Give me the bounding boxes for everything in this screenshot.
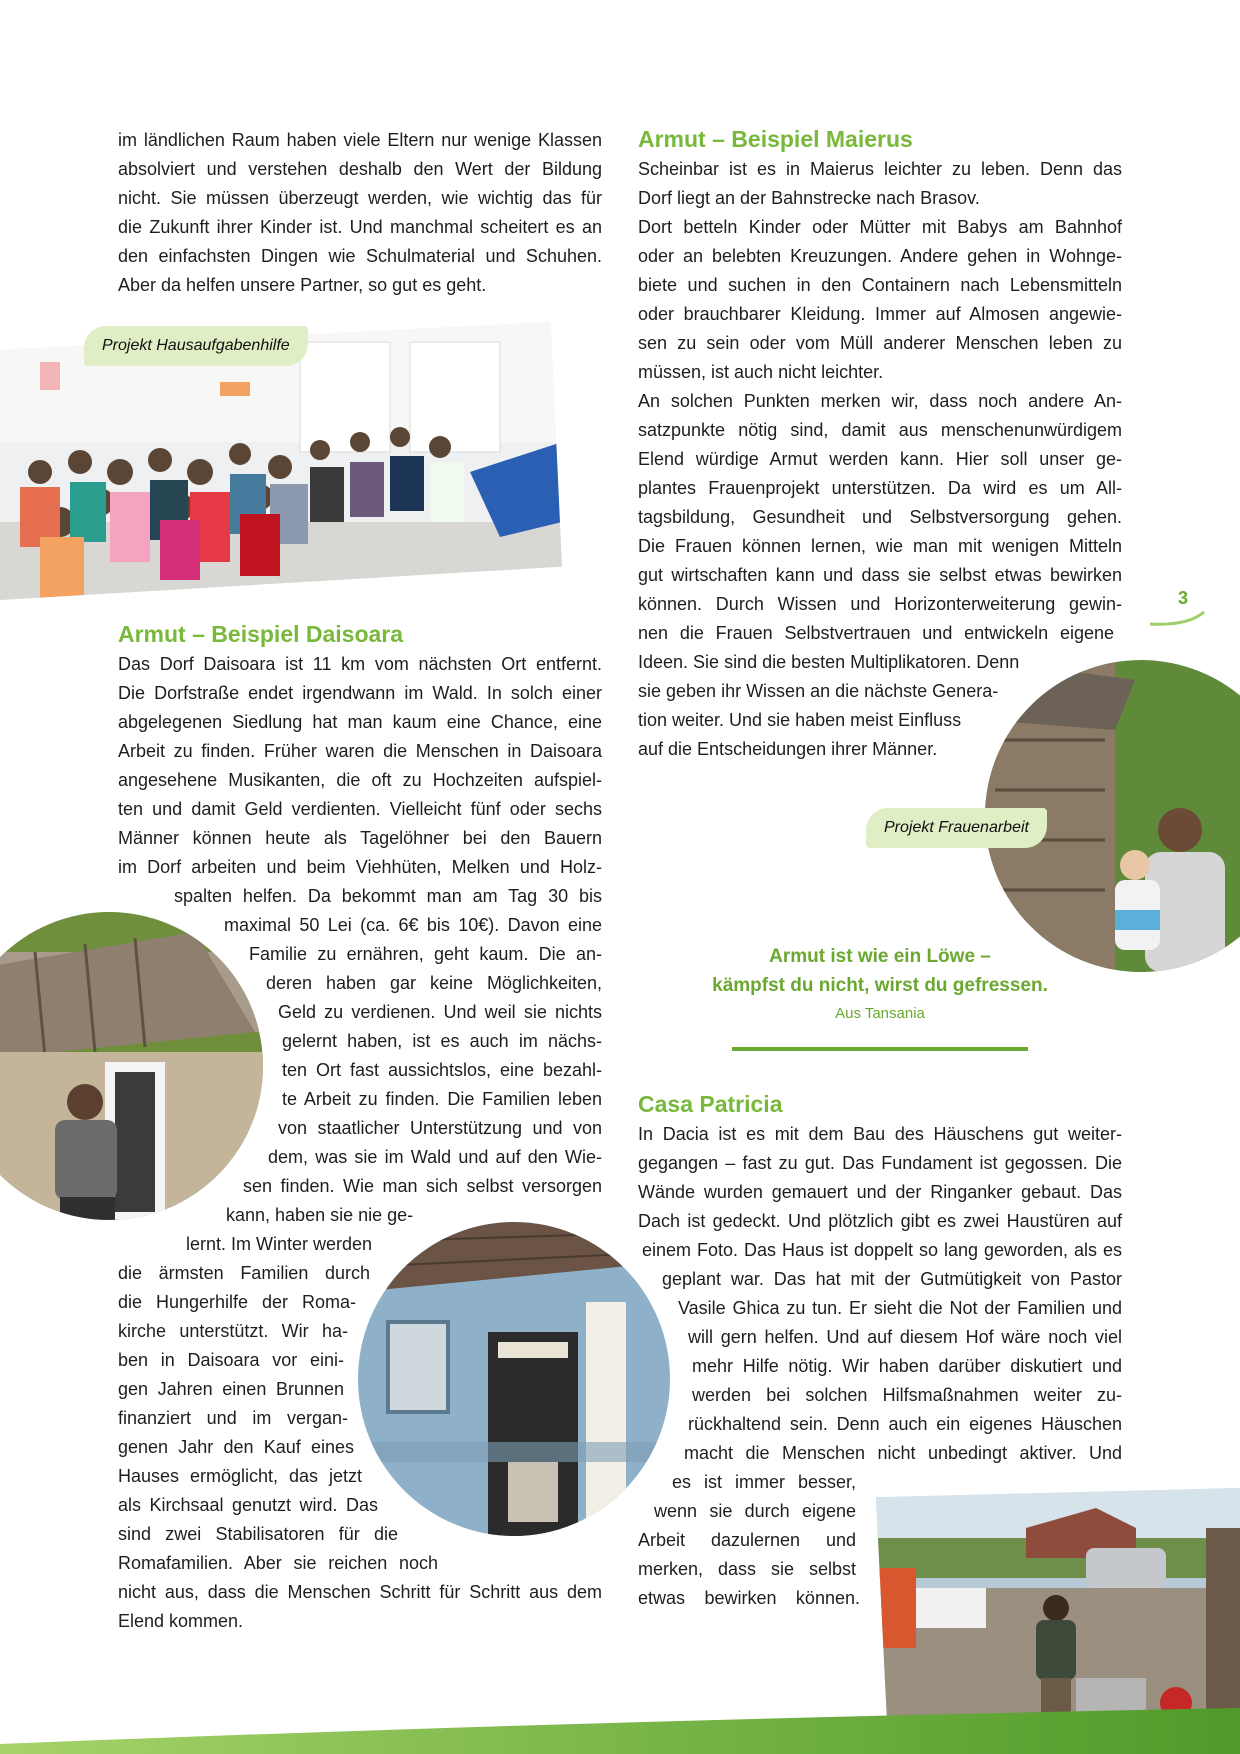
text-line: gen Jahren einen Brunnen [118,1379,344,1399]
heading-casa-patricia: Casa Patricia [638,1091,783,1117]
text-line: ben in Daisoara vor eini- [118,1350,344,1370]
quote-divider [732,1047,1028,1051]
text-line: Elend kommen. [118,1611,244,1631]
text-line: maximal 50 Lei (ca. 6€ bis 10€). Davon eine [224,915,602,935]
text-line: im ländlichen Raum haben viele Eltern nur wenige Klassen [118,130,602,150]
text-line: den einfachsten Dingen wie Schulmaterial und Schuhen. [118,246,602,266]
text-line: sie geben ihr Wissen an die nächste Genera- [638,681,999,701]
photo-label-frauenarbeit: Projekt Frauenarbeit [866,808,1047,848]
text-line: ten und damit Geld verdienten. Vielleicht fünf oder sechs [118,799,602,819]
text-line: wenn sie durch eigene [654,1501,856,1521]
text-line: Das Dorf Daisoara ist 11 km vom nächsten Ort entfernt. [118,654,602,674]
text-line: rückhaltend sein. Denn auch ein eigenes Häuschen [688,1414,1122,1434]
text-line: Die Dorfstraße endet irgendwann im Wald. In solch einer [118,683,602,703]
text-line: plantes Frauenprojekt unterstützen. Da wird es um All- [638,478,1122,498]
text-line: Dort betteln Kinder oder Mütter mit Babys am Bahnhof [638,217,1122,237]
text-line: oder brauchbarer Kleidung. Immer auf Almosen angewie- [638,304,1122,324]
text-line: oder an belebten Kreuzungen. Andere gehen in Wohnge- [638,246,1122,266]
text-line: macht die Menschen nicht unbedingt aktiver. Und [684,1443,1122,1463]
text-line: gelernt haben, ist es auch im nächs- [282,1031,602,1051]
text-line: Hauses ermöglicht, das jetzt [118,1466,362,1486]
text-line: mehr Hilfe nötig. Wir haben darüber diskutiert und [692,1356,1122,1376]
text-line: Geld zu verdienen. Und weil sie nichts [278,1002,602,1022]
text-line: tion weiter. Und sie haben meist Einfluss [638,710,962,730]
text-line: Dach ist gedeckt. Und plötzlich gibt es zwei Haustüren auf [638,1211,1122,1231]
text-line: deren haben gar keine Möglichkeiten, [266,973,602,993]
quote-line-1: Armut ist wie ein Löwe – [769,946,991,967]
text-line: Dorf liegt an der Bahnstrecke nach Brasov. [638,188,980,208]
text-line: von staatlicher Unterstützung und von [278,1118,602,1138]
maierus-paragraph [638,155,1122,764]
text-line: satzpunkte nötig sind, damit aus menschenunwürdigem [638,420,1122,440]
heading-maierus: Armut – Beispiel Maierus [638,126,913,152]
text-line: die Zukunft ihrer Kinder ist. Und manchmal scheitert es an [118,217,602,237]
text-line: können. Durch Wissen und Horizonterweiterung gewin- [638,594,1122,614]
text-line: als Kirchsaal genutzt wird. Das [118,1495,378,1515]
text-line: werden bei solchen Hilfsmaßnahmen weiter zu- [692,1385,1122,1405]
text-line: auf die Entscheidungen ihrer Männer. [638,739,938,759]
text-line: nen die Frauen Selbstvertrauen und entwickeln eigene [638,623,1114,643]
text-line: kirche unterstützt. Wir ha- [118,1321,348,1341]
text-line: einem Foto. Das Haus ist doppelt so lang geworden, als es [642,1240,1122,1260]
text-line: Familie zu ernähren, geht kaum. Die an- [249,944,602,964]
text-line: absolviert und verstehen deshalb den Wert der Bildung [118,159,602,179]
photo-label-hausaufgabenhilfe: Projekt Hausaufgabenhilfe [84,326,308,366]
text-line: Scheinbar ist es in Maierus leichter zu leben. Denn das [638,159,1122,179]
text-line: müssen, ist auch nicht leichter. [638,362,884,382]
page-number-swoosh [1148,608,1208,628]
text-line: die Hungerhilfe der Roma- [118,1292,356,1312]
text-line: nicht. Sie müssen überzeugt werden, wie wichtig das für [118,188,602,208]
intro-paragraph [118,126,602,300]
page-number: 3 [1178,588,1189,608]
text-line: Wände wurden gemauert und der Ringanker gebaut. Das [638,1182,1122,1202]
text-line: geplant war. Das hat mit der Gutmütigkeit von Pastor [662,1269,1122,1289]
text-line: die ärmsten Familien durch [118,1263,370,1283]
quote-line-2: kämpfst du nicht, wirst du gefressen. [712,975,1048,996]
text-line: sind zwei Stabilisatoren für die [118,1524,398,1544]
text-line: nicht aus, dass die Menschen Schritt für Schritt aus dem [118,1582,602,1602]
text-line: angesehene Musikanten, die oft zu Hochzeiten aufspiel- [118,770,602,790]
text-line: genen Jahr den Kauf eines [118,1437,354,1457]
text-line: Aber da helfen unsere Partner, so gut es geht. [118,275,487,295]
text-line: Arbeit zu finden. Früher waren die Menschen in Daisoara [118,741,602,761]
text-line: sen zu sein oder vom Müll anderer Menschen leben zu [638,333,1122,353]
text-line: Romafamilien. Aber sie reichen noch [118,1553,438,1573]
text-line: Männer können heute als Tagelöhner bei den Bauern [118,828,602,848]
text-line: Ideen. Sie sind die besten Multiplikatoren. Denn [638,652,1020,672]
text-line: finanziert und im vergan- [118,1408,348,1428]
text-line: merken, dass sie selbst [638,1559,856,1579]
footer-green-band [0,1708,1240,1754]
text-line: gut wirtschaften kann und dass sie selbst etwas bewirken [638,565,1122,585]
text-line: etwas bewirken können. [638,1588,860,1608]
text-line: Arbeit dazulernen und [638,1530,856,1550]
text-line: Elend würdige Armut werden kann. Hier soll unser ge- [638,449,1122,469]
text-line: es ist immer besser, [672,1472,856,1492]
text-line: lernt. Im Winter werden [186,1234,373,1254]
text-line: te Arbeit zu finden. Die Familien leben [282,1089,602,1109]
text-line: Vasile Ghica zu tun. Er sieht die Not der Familien und [678,1298,1122,1318]
text-line: sen finden. Wie man sich selbst versorgen [243,1176,602,1196]
text-line: biete und suchen in den Containern nach Lebensmitteln [638,275,1122,295]
text-line: ten Ort fast aussichtslos, eine bezahl- [282,1060,602,1080]
text-line: In Dacia ist es mit dem Bau des Häuschens gut weiter- [638,1124,1122,1144]
blue-house-photo [358,1222,670,1536]
text-line: spalten helfen. Da bekommt man am Tag 30 bis [174,886,602,906]
text-line: dem, was sie im Wald und auf den Wie- [268,1147,602,1167]
text-line: tagsbildung, Gesundheit und Selbstversorgung gehen. [638,507,1122,527]
text-line: Die Frauen können lernen, wie man mit wenigen Mitteln [638,536,1122,556]
text-line: An solchen Punkten merken wir, dass noch andere An- [638,391,1122,411]
construction-photo [876,1488,1240,1720]
text-line: will gern helfen. Und auf diesem Hof wäre noch viel [688,1327,1122,1347]
text-line: kann, haben sie nie ge- [226,1205,414,1225]
text-line: im Dorf arbeiten und beim Viehhüten, Melken und Holz- [118,857,602,877]
quote-source: Aus Tansania [835,1005,925,1022]
text-line: gegangen – fast zu gut. Das Fundament ist gegossen. Die [638,1153,1122,1173]
text-line: abgelegenen Siedlung hat man kaum eine Chance, eine [118,712,602,732]
heading-daisoara: Armut – Beispiel Daisoara [118,621,404,647]
